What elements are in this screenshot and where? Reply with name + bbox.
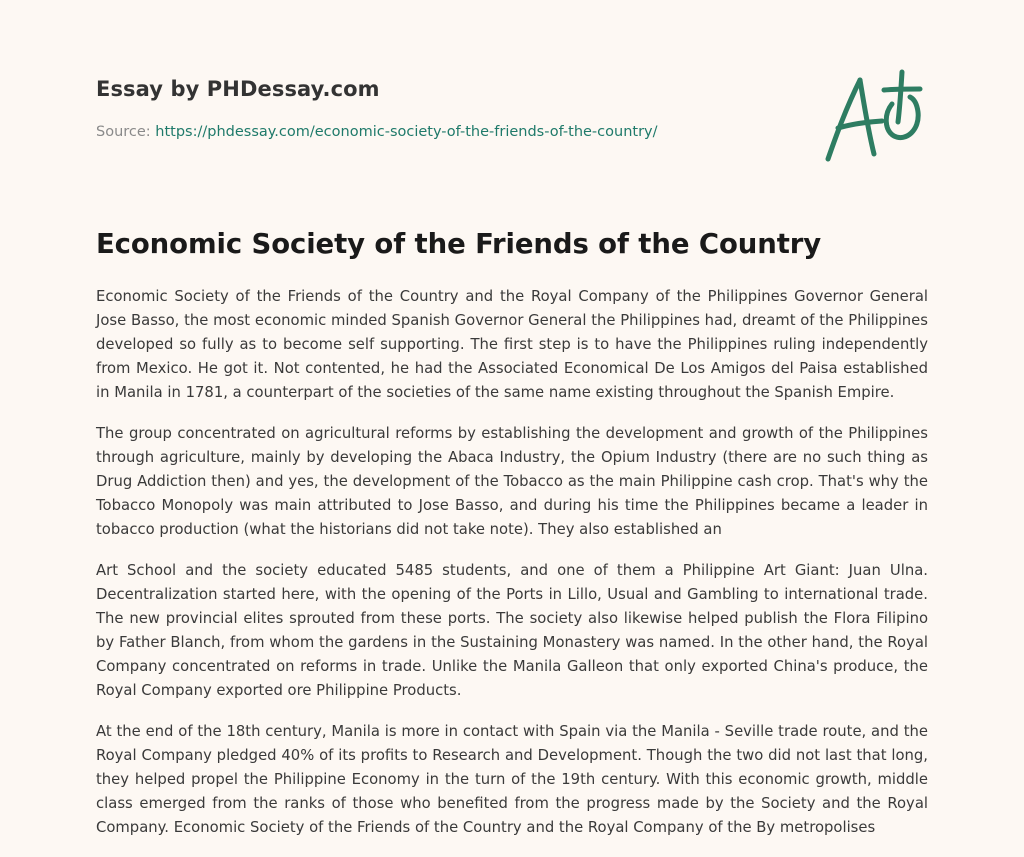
paragraph: Economic Society of the Friends of the Country and the Royal Company of the Philippines Governor General Jose Basso, the most economic minded Spanish Governor General the Philippines had, dreamt of the Philippines developed so fully as to become self supporting. The first step is to have the Philippines ruling independently from Mexico. He got it. Not contented, he had the Associated Economical De Los Amigos del Paisa established in Manila in 1781, a counterpart of the societies of the same name existing throughout the Spanish Empire. [96,288,928,401]
article-title: Economic Society of the Friends of the Country [96,228,822,260]
a-plus-logo-icon [822,68,926,164]
brand-title: Essay by PHDessay.com [96,77,380,101]
page-header [96,0,928,200]
paragraph: The group concentrated on agricultural reforms by establishing the development and growth of the Philippines through agriculture, mainly by developing the Abaca Industry, the Opium Industry (there are no such thing as Drug Addiction then) and yes, the development of the Tobacco as the main Philippine cash crop. That's why the Tobacco Monopoly was main attributed to Jose Basso, and during his time the Philippines became a leader in tobacco production (what the historians did not take note). They also established an [96,425,928,538]
article-body [96,285,928,857]
source-label: Source: [96,124,151,140]
paragraph: At the end of the 18th century, Manila is more in contact with Spain via the Manila - Seville trade route, and the Royal Company pledged 40% of its profits to Research and Development. Though the two did not last that long, they helped propel the Philippine Economy in the turn of the 19th century. With this economic growth, middle class emerged from the ranks of those who benefited from the progress made by the Society and the Royal Company. Economic Society of the Friends of the Country and the Royal Company of the By metropolises [96,723,928,836]
source-link[interactable]: https://phdessay.com/economic-society-of-the-friends-of-the-country/ [155,124,658,140]
paragraph: Art School and the society educated 5485 students, and one of them a Philippine Art Giant: Juan Ulna. Decentralization started here, with the opening of the Ports in Lillo, Usual and Gambling to international trade. The new provincial elites sprouted from these ports. The society also likewise helped publish the Flora Filipino by Father Blanch, from whom the gardens in the Sustaining Monastery was named. In the other hand, the Royal Company concentrated on reforms in trade. Unlike the Manila Galleon that only exported China's produce, the Royal Company exported ore Philippine Products. [96,562,928,699]
source-line [96,124,658,140]
